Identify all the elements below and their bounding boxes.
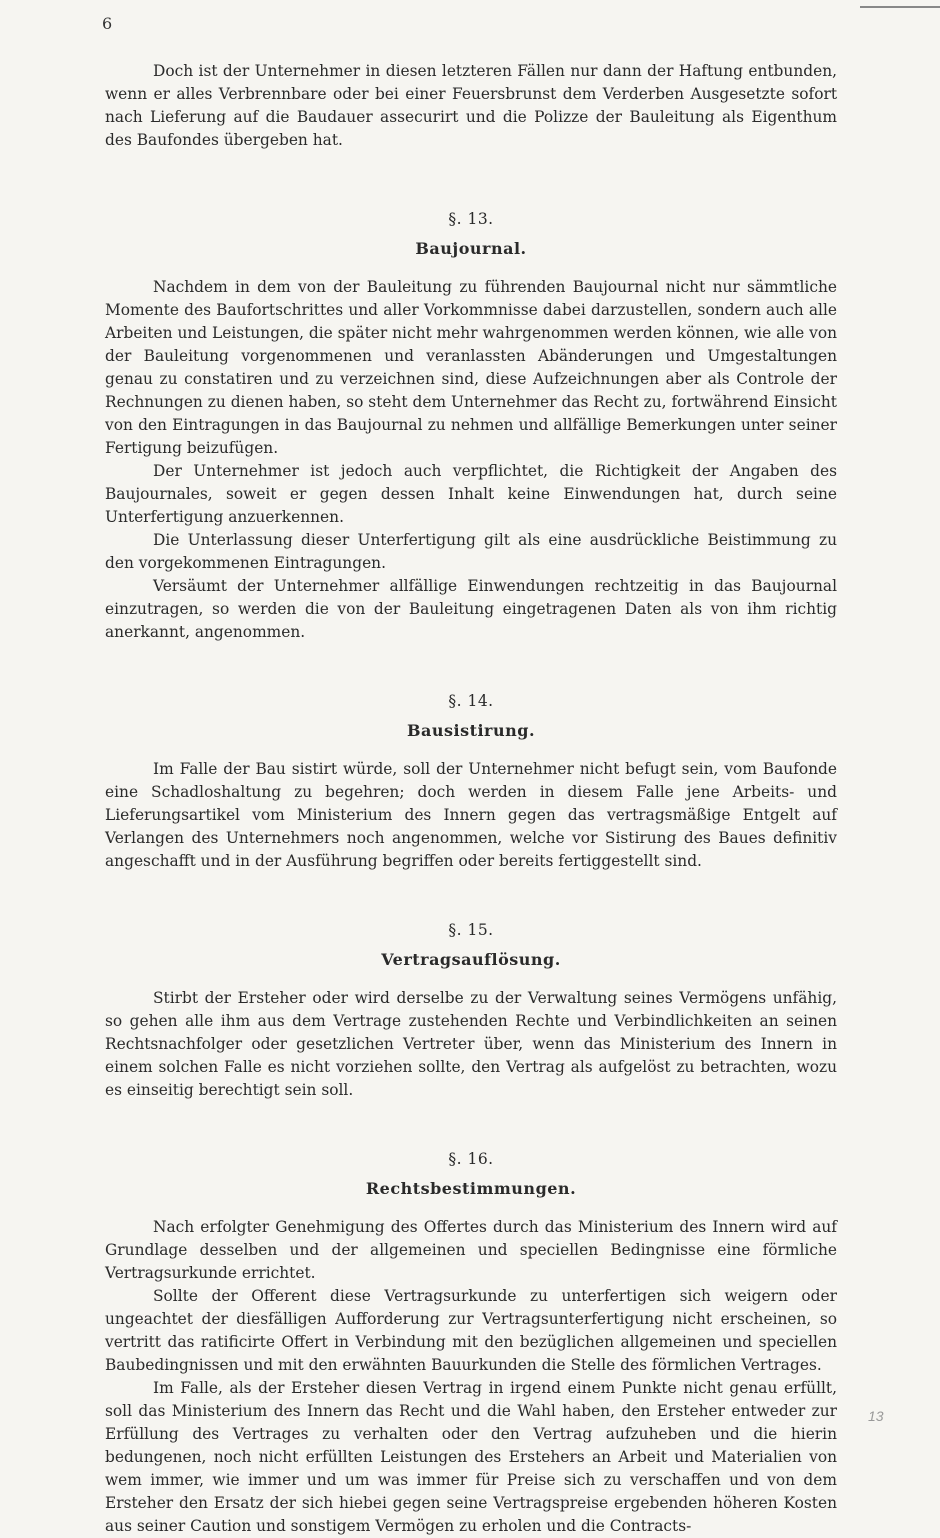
- section-title: Bausistirung.: [406, 721, 536, 740]
- page-number: 6: [102, 14, 113, 33]
- paragraph: Im Falle, als der Ersteher diesen Vertrag in irgend einem Punkte nicht genau erfüllt, soll das Ministerium des Innern das Recht und die Wahl haben, den Ersteher entweder zur Erfüllung des Vertrages zu verhalten oder den Vertrag aufzuheben und die hierin bedungenen, noch nicht erfüllten Leistungen des Erstehers an Arbeit und Materialien von wem immer, wie immer und um was immer für Preise sich zu verschaffen und von dem Ersteher den Ersatz der sich hiebei gegen seine Vertragspreise ergebenden höheren Kosten aus seiner Caution und sonstigem Vermögen zu erholen und die Contracts-: [105, 1379, 837, 1535]
- section-number: §. 15.: [448, 921, 494, 939]
- paragraph: Versäumt der Unternehmer allfällige Einwendungen rechtzeitig in das Baujournal einzutragen, so werden die von der Bauleitung eingetragenen Daten als von ihm richtig anerkannt, angenommen.: [105, 577, 837, 641]
- section-title: Baujournal.: [415, 239, 527, 258]
- paragraph: Im Falle der Bau sistirt würde, soll der Unternehmer nicht befugt sein, vom Baufonde eine Schadloshaltung zu begehren; doch werden in diesem Falle jene Arbeits- und Lieferungsartikel vom Ministerium des Innern gegen das vertragsmäßige Entgelt auf Verlangen des Unternehmers noch angenommen, welche vor Sistirung des Baues definitiv angeschafft und in der Ausführung begriffen oder bereits fertiggestellt sind.: [105, 760, 837, 870]
- paragraph: Die Unterlassung dieser Unterfertigung gilt als eine ausdrückliche Beistimmung zu den vorgekommenen Eintragungen.: [105, 531, 837, 572]
- paragraph: Nach erfolgter Genehmigung des Offertes durch das Ministerium des Innern wird auf Grundlage desselben und der allgemeinen und speciellen Bedingnisse eine förmliche Vertragsurkunde errichtet.: [105, 1218, 837, 1282]
- paragraph: Sollte der Offerent diese Vertragsurkunde zu unterfertigen sich weigern oder ungeachtet der diesfälligen Aufforderung zur Vertragsunterfertigung nicht erscheinen, so vertritt das ratificirte Offert in Verbindung mit den bezüglichen allgemeinen und speciellen Baubedingnissen und mit den erwähnten Bauurkunden die Stelle des förmlichen Vertrages.: [105, 1287, 837, 1374]
- section-16: [105, 1148, 837, 1538]
- paragraph: Stirbt der Ersteher oder wird derselbe zu der Verwaltung seines Vermögens unfähig, so gehen alle ihm aus dem Vertrage zustehenden Rechte und Verbindlichkeiten an seinen Rechtsnachfolger oder gesetzlichen Vertreter über, wenn das Ministerium des Innern in einem solchen Falle es nicht vorziehen sollte, den Vertrag als aufgelöst zu betrachten, wozu es einseitig berechtigt sein soll.: [105, 989, 837, 1099]
- document-body: [105, 60, 837, 1538]
- section-14: [105, 690, 837, 873]
- section-title: Rechtsbestimmungen.: [365, 1179, 577, 1198]
- section-13: [105, 208, 837, 644]
- section-number: §. 13.: [448, 210, 494, 228]
- pencil-page-mark: 13: [868, 1408, 884, 1424]
- intro-paragraph: Doch ist der Unternehmer in diesen letzteren Fällen nur dann der Haftung entbunden, wenn er alles Verbrennbare oder bei einer Feuersbrunst dem Verderben Ausgesetzte sofort nach Lieferung auf die Baudauer assecurirt und die Polizze der Bauleitung als Eigenthum des Baufondes übergeben hat.: [105, 62, 837, 149]
- paragraph: Nachdem in dem von der Bauleitung zu führenden Baujournal nicht nur sämmtliche Momente des Baufortschrittes und aller Vorkommnisse dabei darzustellen, sondern auch alle Arbeiten und Leistungen, die später nicht mehr wahrgenommen werden können, wie alle von der Bauleitung vorgenommenen und veranlassten Abänderungen und Umgestaltungen genau zu constatiren und zu verzeichnen sind, diese Aufzeichnungen aber als Controle der Rechnungen zu dienen haben, so steht dem Unternehmer das Recht zu, fortwährend Einsicht von den Eintragungen in das Baujournal zu nehmen und allfällige Bemerkungen unter seiner Fertigung beizufügen.: [105, 278, 837, 457]
- paragraph: Der Unternehmer ist jedoch auch verpflichtet, die Richtigkeit der Angaben des Baujournales, soweit er gegen dessen Inhalt keine Einwendungen hat, durch seine Unterfertigung anzuerkennen.: [105, 462, 837, 526]
- section-title: Vertragsauflösung.: [381, 950, 561, 969]
- section-number: §. 14.: [448, 692, 494, 710]
- section-15: [105, 919, 837, 1102]
- top-edge-rule: [860, 6, 940, 8]
- section-number: §. 16.: [448, 1150, 494, 1168]
